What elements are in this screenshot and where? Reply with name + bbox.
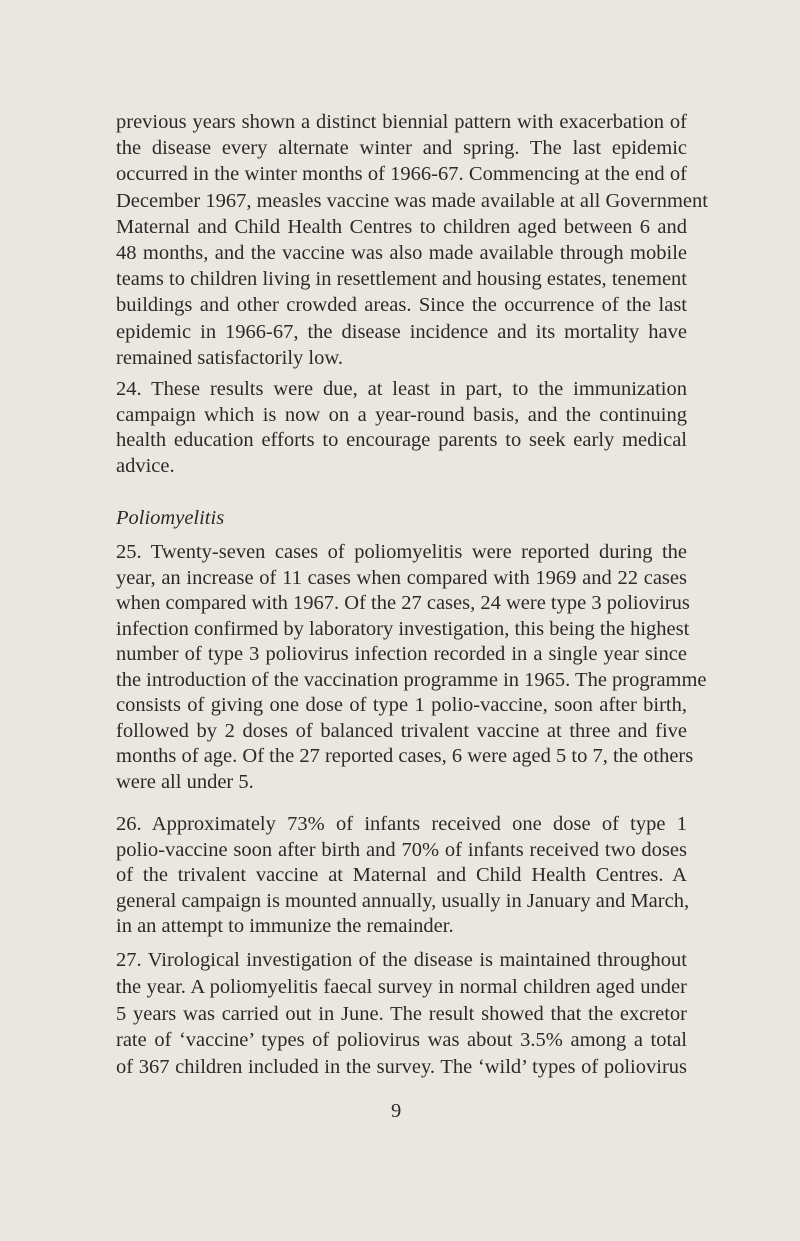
text-line: followed by 2 doses of balanced trivalent vaccine at three and five <box>116 719 687 742</box>
text-line: campaign which is now on a year-round basis, and the continuing <box>116 403 687 426</box>
text-line: year, an increase of 11 cases when compared with 1969 and 22 cases <box>116 566 687 589</box>
paragraph-25 <box>116 540 707 795</box>
text-line: 24. These results were due, at least in part, to the immunization <box>116 378 687 400</box>
text-line: in an attempt to immunize the remainder. <box>116 915 454 937</box>
text-line: 48 months, and the vaccine was also made available through mobile <box>116 242 687 265</box>
text-line: the introduction of the vaccination programme in 1965. The programme <box>116 668 707 691</box>
text-line: months of age. Of the 27 reported cases, 6 were aged 5 to 7, the others <box>116 745 694 767</box>
text-line: consists of giving one dose of type 1 polio-vaccine, soon after birth, <box>116 694 687 716</box>
text-line: infection confirmed by laboratory investigation, this being the highest <box>116 617 690 640</box>
text-line: 26. Approximately 73% of infants received one dose of type 1 <box>116 813 687 835</box>
text-line: health education efforts to encourage parents to seek early medical <box>116 429 687 451</box>
text-line: 27. Virological investigation of the disease is maintained throughout <box>116 949 687 971</box>
text-line: 25. Twenty-seven cases of poliomyelitis were reported during the <box>116 541 687 563</box>
section-heading-poliomyelitis: Poliomyelitis <box>116 507 225 529</box>
text-line: when compared with 1967. Of the 27 cases, 24 were type 3 poliovirus <box>116 592 690 614</box>
text-line: the year. A poliomyelitis faecal survey in normal children aged under <box>116 975 687 998</box>
paragraph-26 <box>116 812 690 940</box>
text-line: the disease every alternate winter and spring. The last epidemic <box>116 137 687 160</box>
text-line: buildings and other crowded areas. Since the occurrence of the last <box>116 294 687 317</box>
text-line: advice. <box>116 454 175 477</box>
text-line: number of type 3 poliovirus infection recorded in a single year since <box>116 643 687 665</box>
paragraph-23 <box>116 109 708 371</box>
text-line: remained satisfactorily low. <box>116 346 343 369</box>
text-line: were all under 5. <box>116 770 254 793</box>
paragraph-24 <box>116 377 687 479</box>
text-line: polio-vaccine soon after birth and 70% of infants received two doses <box>116 838 687 861</box>
text-line: epidemic in 1966-67, the disease incidence and its mortality have <box>116 320 687 343</box>
paragraph-27 <box>116 947 687 1081</box>
text-line: occurred in the winter months of 1966-67. Commencing at the end of <box>116 163 687 186</box>
text-line: December 1967, measles vaccine was made available at all Government <box>116 189 708 212</box>
text-line: 5 years was carried out in June. The result showed that the excretor <box>116 1002 687 1025</box>
text-line: general campaign is mounted annually, usually in January and March, <box>116 889 690 912</box>
text-line: rate of ‘vaccine’ types of poliovirus was about 3.5% among a total <box>116 1029 687 1052</box>
text-line: of the trivalent vaccine at Maternal and Child Health Centres. A <box>116 864 687 886</box>
text-line: of 367 children included in the survey. The ‘wild’ types of poliovirus <box>116 1056 687 1079</box>
text-line: previous years shown a distinct biennial pattern with exacerbation of <box>116 111 687 133</box>
page-number: 9 <box>391 1100 402 1122</box>
text-line: teams to children living in resettlement and housing estates, tenement <box>116 268 687 291</box>
text-line: Maternal and Child Health Centres to children aged between 6 and <box>116 215 687 238</box>
